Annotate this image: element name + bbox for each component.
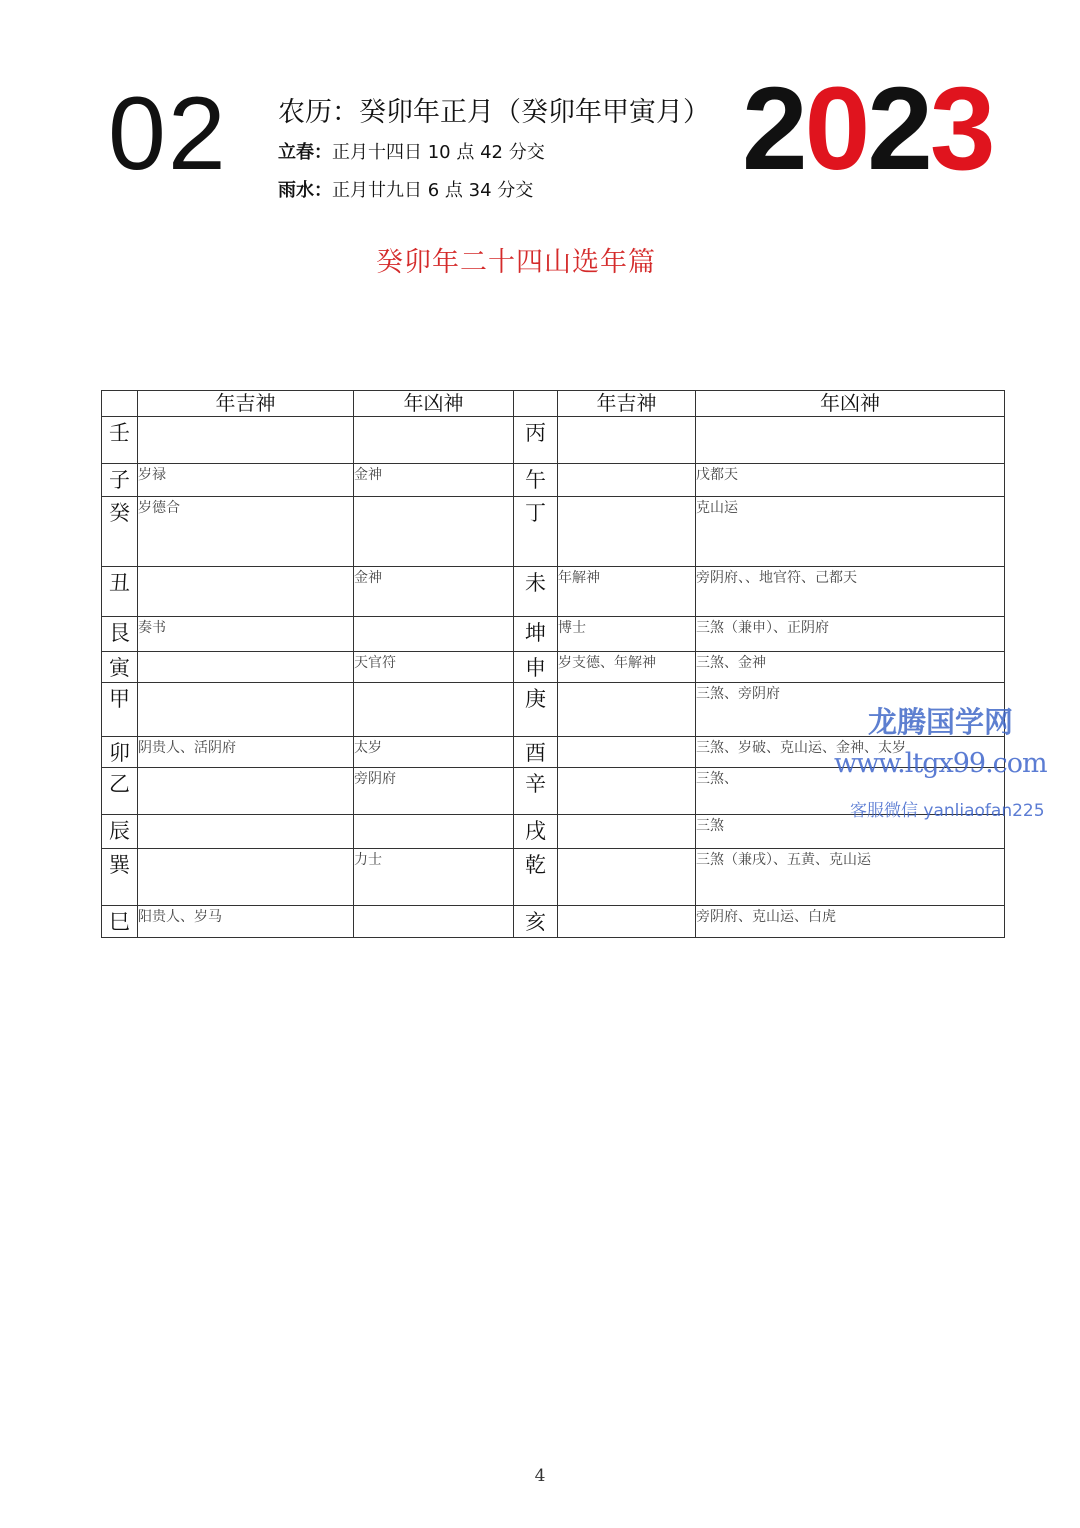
mountain-cell: 乾 <box>514 849 558 906</box>
mountain-cell: 戌 <box>514 815 558 849</box>
table-row <box>102 617 1005 652</box>
mountain-cell: 巳 <box>102 906 138 938</box>
table-row <box>102 906 1005 938</box>
solar-term-yushui <box>278 176 533 202</box>
lunar-month-title: 农历：癸卯年正月（癸卯年甲寅月） <box>278 97 710 128</box>
mountain-cell: 辛 <box>514 768 558 815</box>
mountain-cell: 丙 <box>514 417 558 464</box>
column-header-inauspicious: 年凶神 <box>696 391 1005 417</box>
auspicious-gods-cell: 岁支德、年解神 <box>558 652 696 683</box>
inauspicious-gods-cell: 三煞 <box>696 815 1005 849</box>
inauspicious-gods-cell: 三煞（兼申）、正阴府 <box>696 617 1005 652</box>
table-row <box>102 417 1005 464</box>
solar-term-name: 雨水： <box>278 180 332 201</box>
auspicious-gods-cell <box>558 768 696 815</box>
mountain-cell: 申 <box>514 652 558 683</box>
table-row <box>102 464 1005 497</box>
auspicious-gods-cell <box>138 815 354 849</box>
mountain-cell: 辰 <box>102 815 138 849</box>
auspicious-gods-cell <box>558 464 696 497</box>
column-header-inauspicious: 年凶神 <box>354 391 514 417</box>
inauspicious-gods-cell: 力士 <box>354 849 514 906</box>
auspicious-gods-cell <box>558 849 696 906</box>
auspicious-gods-cell <box>138 417 354 464</box>
mountain-cell: 乙 <box>102 768 138 815</box>
inauspicious-gods-cell <box>354 617 514 652</box>
auspicious-gods-cell: 博士 <box>558 617 696 652</box>
mountain-cell: 巽 <box>102 849 138 906</box>
mountain-cell: 亥 <box>514 906 558 938</box>
inauspicious-gods-cell <box>354 906 514 938</box>
table-row <box>102 567 1005 617</box>
mountain-cell: 子 <box>102 464 138 497</box>
mountain-cell: 丑 <box>102 567 138 617</box>
year-digit: 2 <box>867 63 930 195</box>
inauspicious-gods-cell <box>354 417 514 464</box>
page-number: 4 <box>534 1466 546 1486</box>
mountain-cell: 寅 <box>102 652 138 683</box>
auspicious-gods-cell <box>558 906 696 938</box>
inauspicious-gods-cell: 三煞（兼戌）、五黄、克山运 <box>696 849 1005 906</box>
table-row <box>102 849 1005 906</box>
auspicious-gods-cell <box>558 683 696 737</box>
mountain-cell: 酉 <box>514 737 558 768</box>
month-number: 02 <box>108 76 228 192</box>
mountain-cell: 壬 <box>102 417 138 464</box>
mountain-cell: 未 <box>514 567 558 617</box>
section-title: 癸卯年二十四山选年篇 <box>376 247 656 278</box>
auspicious-gods-cell <box>558 497 696 567</box>
auspicious-gods-cell <box>138 768 354 815</box>
inauspicious-gods-cell: 三煞、旁阴府 <box>696 683 1005 737</box>
column-header-mountain <box>102 391 138 417</box>
table-row <box>102 497 1005 567</box>
column-header-mountain <box>514 391 558 417</box>
year-display <box>742 63 993 195</box>
auspicious-gods-cell: 阴贵人、活阴府 <box>138 737 354 768</box>
solar-term-detail: 正月十四日 10 点 42 分交 <box>332 142 545 163</box>
inauspicious-gods-cell: 旁阴府、克山运、白虎 <box>696 906 1005 938</box>
watermark-site-name: 龙腾国学网 <box>868 705 1014 739</box>
mountain-cell: 卯 <box>102 737 138 768</box>
mountain-cell: 庚 <box>514 683 558 737</box>
auspicious-gods-cell <box>558 815 696 849</box>
inauspicious-gods-cell: 旁阴府 <box>354 768 514 815</box>
auspicious-gods-cell: 年解神 <box>558 567 696 617</box>
inauspicious-gods-cell: 旁阴府、、地官符、己都天 <box>696 567 1005 617</box>
auspicious-gods-cell: 阳贵人、岁马 <box>138 906 354 938</box>
inauspicious-gods-cell: 克山运 <box>696 497 1005 567</box>
inauspicious-gods-cell <box>354 497 514 567</box>
auspicious-gods-cell: 岁禄 <box>138 464 354 497</box>
inauspicious-gods-cell: 戊都天 <box>696 464 1005 497</box>
mountain-cell: 艮 <box>102 617 138 652</box>
inauspicious-gods-cell <box>354 815 514 849</box>
auspicious-gods-cell <box>138 849 354 906</box>
inauspicious-gods-cell: 金神 <box>354 464 514 497</box>
auspicious-gods-cell <box>138 683 354 737</box>
column-header-auspicious: 年吉神 <box>138 391 354 417</box>
mountain-cell: 坤 <box>514 617 558 652</box>
auspicious-gods-cell <box>558 417 696 464</box>
inauspicious-gods-cell: 三煞、 <box>696 768 1005 815</box>
inauspicious-gods-cell <box>354 683 514 737</box>
solar-term-detail: 正月廿九日 6 点 34 分交 <box>332 180 534 201</box>
mountain-cell: 丁 <box>514 497 558 567</box>
watermark-contact: 客服微信 yanliaofan225 <box>850 801 1045 821</box>
auspicious-gods-cell <box>138 652 354 683</box>
inauspicious-gods-cell <box>696 417 1005 464</box>
auspicious-gods-cell <box>558 737 696 768</box>
inauspicious-gods-cell: 三煞、岁破、克山运、金神、太岁 <box>696 737 1005 768</box>
table-header-row <box>102 391 1005 417</box>
column-header-auspicious: 年吉神 <box>558 391 696 417</box>
year-digit: 2 <box>742 63 805 195</box>
solar-term-name: 立春： <box>278 142 332 163</box>
mountain-cell: 甲 <box>102 683 138 737</box>
auspicious-gods-cell <box>138 567 354 617</box>
table-row <box>102 652 1005 683</box>
inauspicious-gods-cell: 天官符 <box>354 652 514 683</box>
auspicious-gods-cell: 岁德合 <box>138 497 354 567</box>
inauspicious-gods-cell: 金神 <box>354 567 514 617</box>
mountain-cell: 癸 <box>102 497 138 567</box>
twenty-four-mountains-table <box>101 390 1005 938</box>
inauspicious-gods-cell: 太岁 <box>354 737 514 768</box>
year-digit: 3 <box>929 63 993 195</box>
mountain-cell: 午 <box>514 464 558 497</box>
watermark-url: www.ltgx99.com <box>834 748 1047 779</box>
year-digit: 0 <box>804 63 868 195</box>
solar-term-lichun <box>278 138 545 164</box>
auspicious-gods-cell: 奏书 <box>138 617 354 652</box>
inauspicious-gods-cell: 三煞、金神 <box>696 652 1005 683</box>
